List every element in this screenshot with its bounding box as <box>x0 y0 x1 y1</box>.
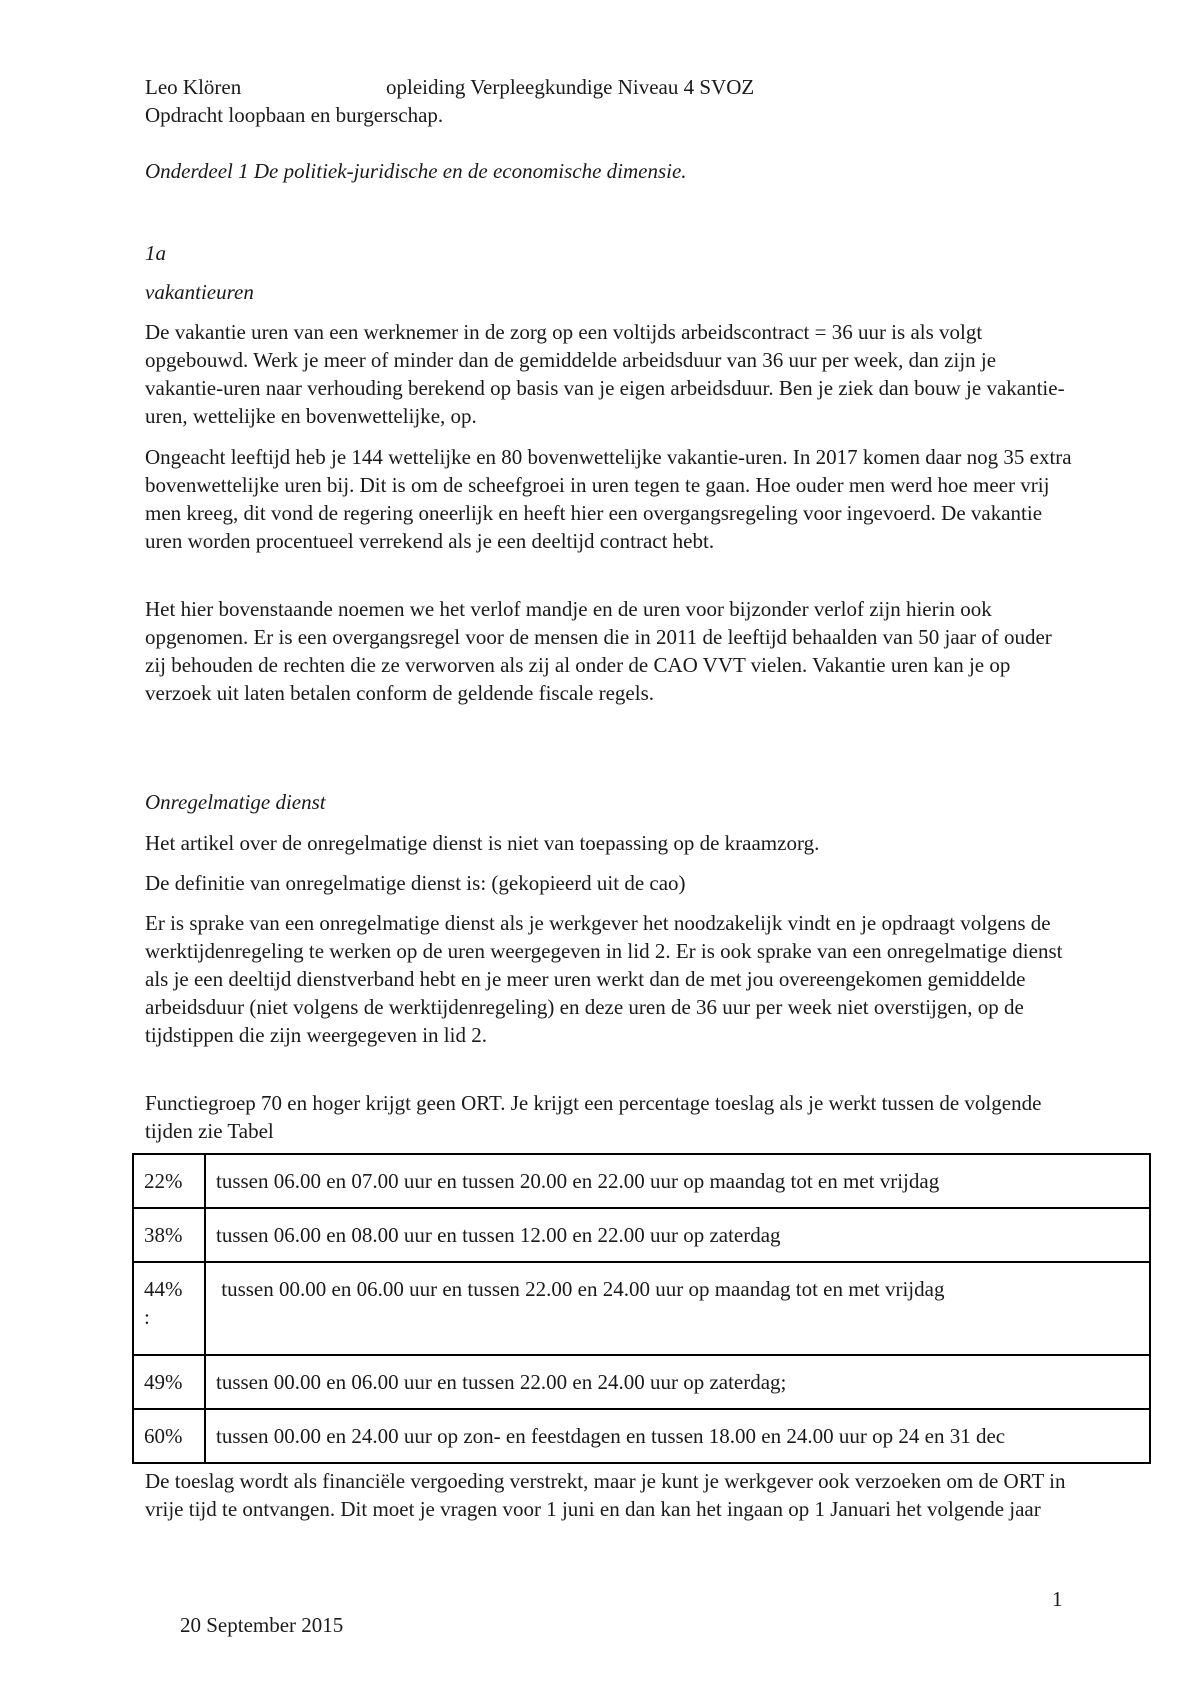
onregelmatig-paragraph: Er is sprake van een onregelmatige dienst als je werkgever het noodzakelijk vindt en je opdraagt volgens de werktijdenregeling te werken op de uren weergegeven in lid 2. Er is ook sprake van een onregelmatige dienst als je een deeltijd dienstverband hebt en je meer uren werkt dan de met jou overeengekomen gemiddelde arbeidsduur (niet volgens de werktijdenregeling) en deze uren de 36 uur per week niet overstijgen, op de tijdstippen die zijn weergegeven in lid 2. <box>145 911 1063 1047</box>
vakantie-heading: vakantieuren <box>145 280 254 304</box>
footer-date: 20 September 2015 <box>180 1613 344 1637</box>
author-name: Leo Klören <box>145 75 242 99</box>
onregelmatig-paragraph: De definitie van onregelmatige dienst is: (gekopieerd uit de cao) <box>145 871 686 895</box>
table-row <box>133 1208 1150 1262</box>
table-row <box>133 1409 1150 1463</box>
closing-paragraph: De toeslag wordt als financiële vergoeding verstrekt, maar je kunt je werkgever ook verzoeken om de ORT in vrije tijd te ontvangen. Dit moet je vragen voor 1 juni en dan kan het ingaan op 1 Januari het volgende jaar <box>145 1469 1066 1521</box>
vakantie-paragraph: Het hier bovenstaande noemen we het verlof mandje en de uren voor bijzonder verlof zijn hierin ook opgenomen. Er is een overgangsregel voor de mensen die in 2011 de leeftijd behaalden van 50 jaar of ouder zij behouden de rechten die ze verworven als zij al onder de CAO VVT vielen. Vakantie uren kan je op verzoek uit laten betalen conform de geldende fiscale regels. <box>145 597 1052 705</box>
time-description-cell: tussen 00.00 en 06.00 uur en tussen 22.00 en 24.00 uur op zaterdag; <box>205 1355 1150 1409</box>
table-row <box>133 1262 1150 1355</box>
time-description-cell: tussen 06.00 en 08.00 uur en tussen 12.00 en 22.00 uur op zaterdag <box>205 1208 1150 1262</box>
table-row <box>133 1154 1150 1208</box>
course-title: opleiding Verpleegkundige Niveau 4 SVOZ <box>386 75 755 99</box>
page-number: 1 <box>1052 1587 1063 1611</box>
section-title: Onderdeel 1 De politiek-juridische en de economische dimensie. <box>145 159 687 183</box>
onregelmatig-heading: Onregelmatige dienst <box>145 790 326 814</box>
time-description-cell: tussen 00.00 en 24.00 uur op zon- en feestdagen en tussen 18.00 en 24.00 uur op 24 en 31 dec <box>205 1409 1150 1463</box>
time-description-cell: tussen 00.00 en 06.00 uur en tussen 22.00 en 24.00 uur op maandag tot en met vrijdag <box>205 1262 1150 1355</box>
percentage-extra: : <box>144 1305 150 1329</box>
table-row <box>133 1355 1150 1409</box>
percentage-value: 44% <box>144 1277 183 1301</box>
percentage-cell: 60% <box>133 1409 205 1463</box>
time-description-cell: tussen 06.00 en 07.00 uur en tussen 20.00 en 22.00 uur op maandag tot en met vrijdag <box>205 1154 1150 1208</box>
vakantie-paragraph: Ongeacht leeftijd heb je 144 wettelijke en 80 bovenwettelijke vakantie-uren. In 2017 komen daar nog 35 extra bovenwettelijke uren bij. Dit is om de scheefgroei in uren tegen te gaan. Hoe ouder men werd hoe meer vrij men kreeg, dit vond de regering oneerlijk en heeft hier een overgangsregeling voor ingevoerd. De vakantie uren worden procentueel verrekend als je een deeltijd contract hebt. <box>145 445 1072 553</box>
percentage-cell: 38% <box>133 1208 205 1262</box>
percentage-cell: 49% <box>133 1355 205 1409</box>
assignment-title: Opdracht loopbaan en burgerschap. <box>145 103 444 127</box>
onregelmatig-paragraph: Het artikel over de onregelmatige dienst is niet van toepassing op de kraamzorg. <box>145 831 820 855</box>
percentage-cell <box>133 1262 205 1355</box>
question-label: 1a <box>145 241 166 265</box>
percentage-cell: 22% <box>133 1154 205 1208</box>
vakantie-paragraph: De vakantie uren van een werknemer in de zorg op een voltijds arbeidscontract = 36 uur is als volgt opgebouwd. Werk je meer of minder dan de gemiddelde arbeidsduur van 36 uur per week, dan zijn je vakantie-uren naar verhouding berekend op basis van je eigen arbeidsduur. Ben je ziek dan bouw je vakantie-uren, wettelijke en bovenwettelijke, op. <box>145 320 1065 428</box>
onregelmatig-paragraph: Functiegroep 70 en hoger krijgt geen ORT. Je krijgt een percentage toeslag als je werkt tussen de volgende tijden zie Tabel <box>145 1091 1042 1143</box>
ort-table <box>132 1153 1151 1464</box>
